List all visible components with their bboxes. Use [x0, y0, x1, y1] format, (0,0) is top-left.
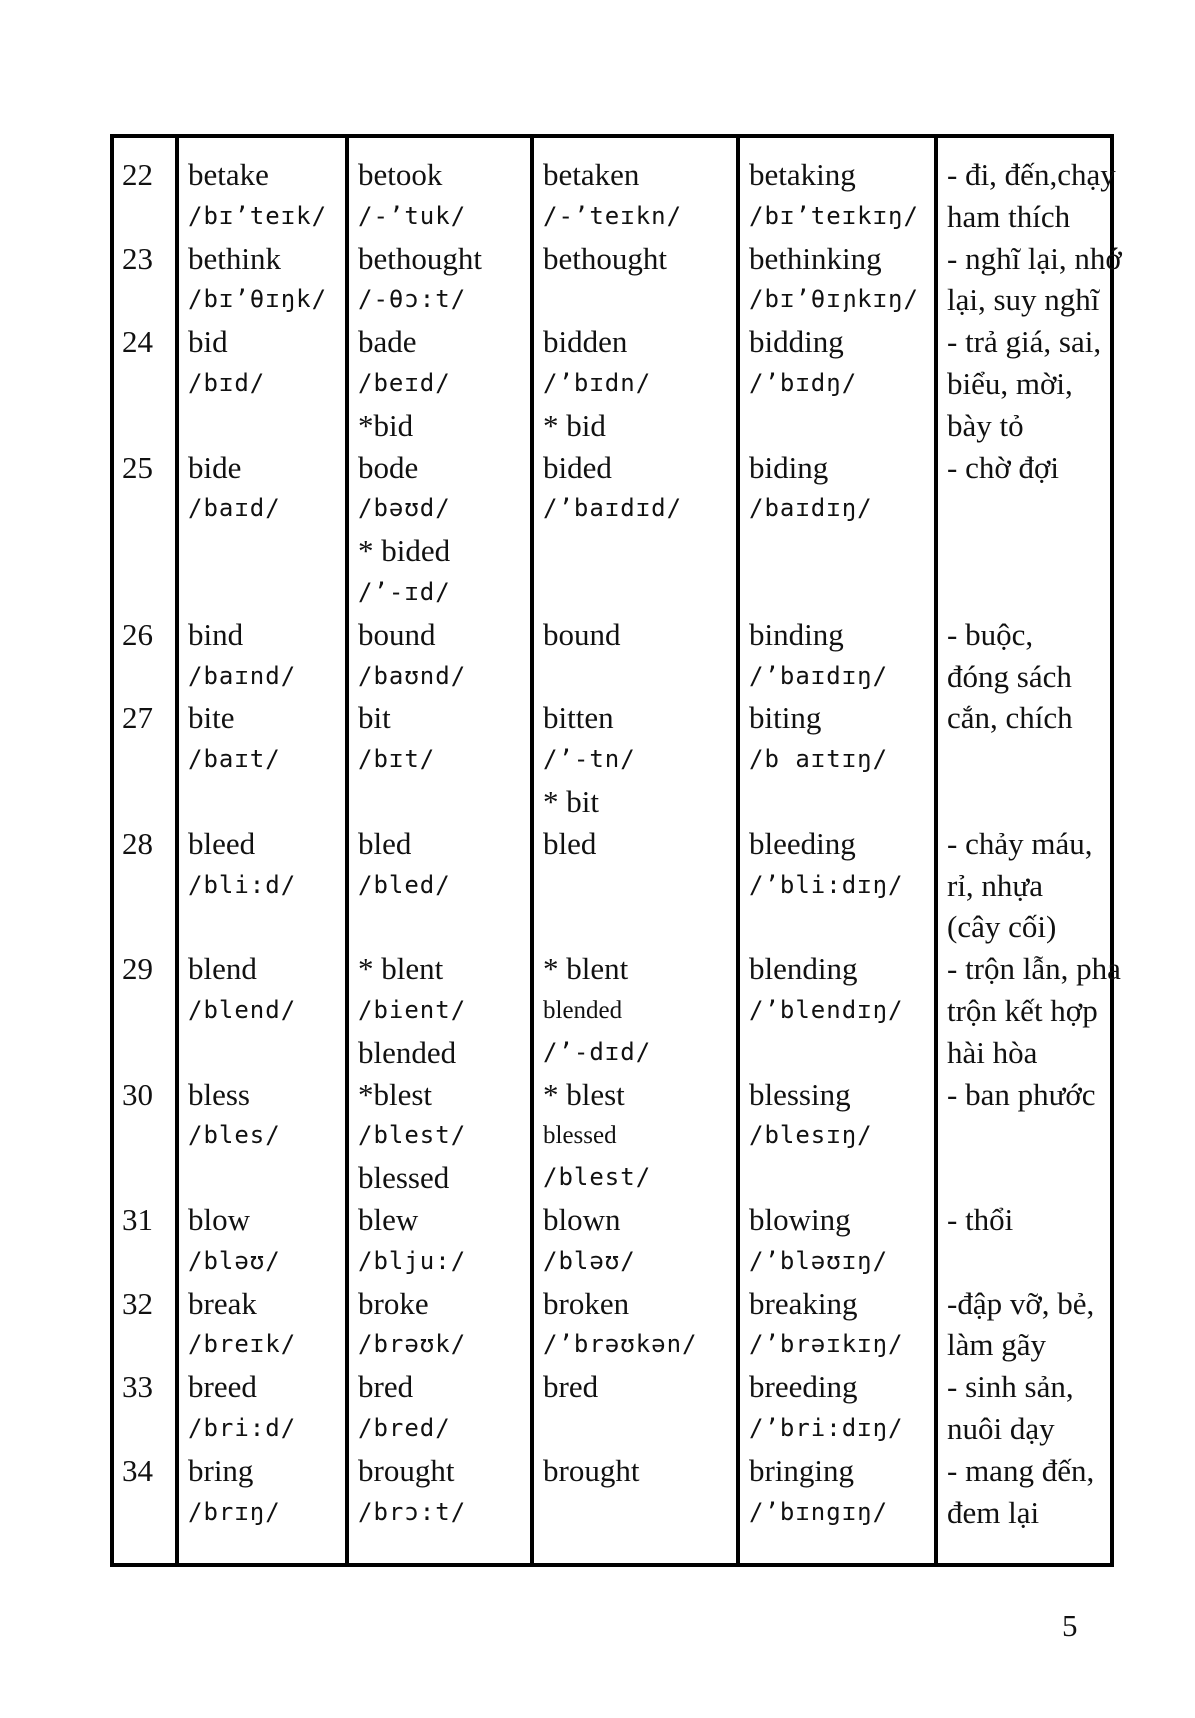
- meaning-text: đóng sách: [947, 658, 1072, 694]
- past-participle-cell: [532, 1283, 738, 1367]
- past-participle-text: bided: [543, 449, 612, 485]
- present-participle-cell: [738, 136, 936, 238]
- present-participle-cell: [738, 1199, 936, 1283]
- past-participle-cell: [532, 1366, 738, 1450]
- verb-number-cell: [112, 238, 177, 322]
- meaning-cell: [936, 1199, 1112, 1283]
- present-participle-text: betaking: [749, 157, 856, 192]
- verb-row: [112, 697, 1112, 822]
- past-simple-text: *blest: [358, 1076, 433, 1112]
- past-participle-phonetic: /’bɪdn/: [543, 368, 652, 397]
- past-participle-text: bled: [543, 825, 597, 861]
- present-participle-phonetic: /’bɪdŋ/: [749, 368, 858, 397]
- verb-row: [112, 238, 1112, 322]
- verb-number-cell: [112, 948, 177, 1073]
- present-participle-text: bleeding: [749, 825, 856, 861]
- present-participle-text: breaking: [749, 1285, 858, 1321]
- base-form-text: blow: [188, 1201, 250, 1237]
- present-participle-cell: [738, 1366, 936, 1450]
- base-form-cell: [177, 238, 347, 322]
- meaning-text: - đi, đến,chạy: [947, 157, 1116, 192]
- past-participle-cell: [532, 321, 738, 446]
- past-participle-phonetic: /’-dɪd/: [543, 1037, 652, 1066]
- verb-number: 31: [122, 1201, 153, 1237]
- base-form-cell: [177, 1283, 347, 1367]
- past-participle-text: betaken: [543, 157, 640, 192]
- past-simple-text: brought: [358, 1452, 455, 1488]
- present-participle-cell: [738, 614, 936, 698]
- past-simple-cell: [347, 948, 532, 1073]
- past-participle-phonetic: /’brəʊkən/: [543, 1330, 698, 1359]
- meaning-text: bày tỏ: [947, 407, 1024, 443]
- past-participle-text: * blent: [543, 951, 629, 987]
- meaning-cell: [936, 1366, 1112, 1450]
- past-simple-cell: [347, 823, 532, 948]
- past-participle-text: blended: [543, 996, 623, 1024]
- present-participle-phonetic: /bɪ’θɪɲkɪŋ/: [749, 285, 919, 314]
- past-simple-text: blended: [358, 1034, 457, 1070]
- meaning-cell: [936, 321, 1112, 446]
- past-simple-text: blew: [358, 1201, 419, 1237]
- past-participle-cell: [532, 238, 738, 322]
- base-form-text: bleed: [188, 825, 256, 861]
- past-simple-text: * blent: [358, 951, 444, 987]
- meaning-cell: [936, 1283, 1112, 1367]
- base-form-cell: [177, 447, 347, 614]
- past-participle-phonetic: /-’teɪkn/: [543, 201, 683, 230]
- verb-number-cell: [112, 1199, 177, 1283]
- past-participle-cell: [532, 136, 738, 238]
- meaning-text: ham thích: [947, 198, 1071, 234]
- base-form-text: bite: [188, 700, 235, 736]
- present-participle-phonetic: /’baɪdɪŋ/: [749, 661, 889, 690]
- verb-number: 26: [122, 616, 153, 652]
- base-form-phonetic: /bɪd/: [188, 368, 266, 397]
- past-simple-phonetic: /baʊnd/: [358, 661, 467, 690]
- past-simple-text: blessed: [358, 1160, 450, 1196]
- past-simple-cell: [347, 321, 532, 446]
- meaning-text: - mang đến,: [947, 1452, 1095, 1488]
- meaning-text: hài hòa: [947, 1034, 1038, 1070]
- verb-row: [112, 321, 1112, 446]
- meaning-text: biểu, mời,: [947, 365, 1073, 401]
- past-simple-text: bode: [358, 449, 419, 485]
- verb-row: [112, 948, 1112, 1073]
- verb-number: 34: [122, 1452, 153, 1488]
- present-participle-cell: [738, 238, 936, 322]
- past-simple-text: bit: [358, 700, 391, 736]
- present-participle-phonetic: /’bɪngɪŋ/: [749, 1497, 889, 1526]
- meaning-cell: [936, 948, 1121, 1073]
- base-form-text: bide: [188, 449, 242, 485]
- past-simple-cell: [347, 1074, 532, 1199]
- present-participle-cell: [738, 1283, 936, 1367]
- meaning-cell: [936, 447, 1112, 614]
- verb-number-cell: [112, 1450, 177, 1566]
- verb-number: 25: [122, 449, 153, 485]
- base-form-text: bless: [188, 1076, 250, 1112]
- meaning-cell: [936, 1450, 1112, 1566]
- past-simple-phonetic: /bled/: [358, 870, 451, 899]
- base-form-cell: [177, 136, 347, 238]
- base-form-phonetic: /baɪd/: [188, 494, 281, 523]
- base-form-text: breed: [188, 1369, 257, 1405]
- verb-row: [112, 1450, 1112, 1566]
- past-simple-text: bethought: [358, 240, 482, 276]
- past-simple-phonetic: /bient/: [358, 995, 467, 1024]
- base-form-phonetic: /baɪnd/: [188, 661, 297, 690]
- verb-number: 32: [122, 1285, 153, 1321]
- past-participle-cell: [532, 614, 738, 698]
- verb-number: 30: [122, 1076, 153, 1112]
- base-form-text: break: [188, 1285, 257, 1321]
- meaning-text: làm gãy: [947, 1327, 1046, 1363]
- present-participle-text: bringing: [749, 1452, 855, 1488]
- verb-row: [112, 1366, 1112, 1450]
- verb-number: 23: [122, 240, 153, 276]
- past-participle-text: bound: [543, 616, 621, 652]
- meaning-text: - ban phước: [947, 1076, 1096, 1112]
- present-participle-phonetic: /’bri:dɪŋ/: [749, 1413, 904, 1442]
- present-participle-text: binding: [749, 616, 844, 652]
- present-participle-text: bethinking: [749, 240, 882, 276]
- past-simple-cell: [347, 1283, 532, 1367]
- base-form-phonetic: /bɪ’teɪk/: [188, 201, 328, 230]
- past-simple-phonetic: /blju:/: [358, 1246, 467, 1275]
- base-form-cell: [177, 823, 347, 948]
- base-form-phonetic: /baɪt/: [188, 745, 281, 774]
- present-participle-cell: [738, 697, 936, 822]
- past-participle-text: brought: [543, 1452, 640, 1488]
- past-participle-phonetic: /’-tn/: [543, 745, 636, 774]
- base-form-cell: [177, 321, 347, 446]
- past-simple-phonetic: /-’tuk/: [358, 201, 467, 230]
- base-form-cell: [177, 1366, 347, 1450]
- verb-number: 29: [122, 951, 153, 987]
- base-form-phonetic: /bles/: [188, 1121, 281, 1150]
- past-participle-text: broken: [543, 1285, 630, 1321]
- past-participle-cell: [532, 948, 738, 1073]
- present-participle-text: biting: [749, 700, 822, 736]
- present-participle-text: breeding: [749, 1369, 858, 1405]
- meaning-text: - sinh sản,: [947, 1369, 1074, 1405]
- base-form-text: betake: [188, 157, 269, 192]
- past-participle-text: bitten: [543, 700, 614, 736]
- meaning-text: - chờ đợi: [947, 449, 1059, 485]
- meaning-cell: [936, 1074, 1112, 1199]
- past-simple-phonetic: /bəʊd/: [358, 494, 451, 523]
- verb-number: 33: [122, 1369, 153, 1405]
- base-form-text: blend: [188, 951, 257, 987]
- present-participle-text: biding: [749, 449, 829, 485]
- verb-row: [112, 1199, 1112, 1283]
- past-simple-cell: [347, 136, 532, 238]
- past-participle-phonetic: /bləʊ/: [543, 1246, 636, 1275]
- page-number: 5: [1062, 1608, 1078, 1643]
- present-participle-cell: [738, 321, 936, 446]
- verb-number: 24: [122, 324, 153, 360]
- past-simple-text: bade: [358, 324, 417, 360]
- present-participle-text: blowing: [749, 1201, 851, 1237]
- past-simple-phonetic: /blest/: [358, 1121, 467, 1150]
- past-simple-text: betook: [358, 157, 443, 192]
- base-form-phonetic: /bli:d/: [188, 870, 297, 899]
- past-simple-phonetic: /brɔ:t/: [358, 1497, 467, 1526]
- past-participle-phonetic: /’baɪdɪd/: [543, 494, 683, 523]
- past-simple-cell: [347, 238, 532, 322]
- past-simple-phonetic: /bɪt/: [358, 745, 436, 774]
- base-form-phonetic: /blend/: [188, 995, 297, 1024]
- meaning-cell: [936, 238, 1122, 322]
- past-simple-phonetic: /bred/: [358, 1413, 451, 1442]
- meaning-text: - trộn lẫn, pha: [947, 951, 1121, 987]
- verb-number: 22: [122, 157, 153, 192]
- verb-number-cell: [112, 1074, 177, 1199]
- past-participle-cell: [532, 447, 738, 614]
- meaning-text: - trả giá, sai,: [947, 324, 1102, 360]
- base-form-phonetic: /brɪŋ/: [188, 1497, 281, 1526]
- present-participle-phonetic: /bɪ’teɪkɪŋ/: [749, 201, 919, 230]
- base-form-text: bind: [188, 616, 244, 652]
- past-simple-cell: [347, 1199, 532, 1283]
- past-participle-text: blown: [543, 1201, 621, 1237]
- meaning-text: (cây cối): [947, 909, 1057, 945]
- present-participle-phonetic: /’blendɪŋ/: [749, 995, 904, 1024]
- verb-number: 27: [122, 700, 153, 736]
- base-form-cell: [177, 1199, 347, 1283]
- past-simple-phonetic: /beɪd/: [358, 368, 451, 397]
- base-form-phonetic: /bləʊ/: [188, 1246, 281, 1275]
- past-participle-cell: [532, 823, 738, 948]
- past-participle-text: blessed: [543, 1122, 617, 1150]
- past-participle-text: bred: [543, 1369, 599, 1405]
- past-simple-text: *bid: [358, 407, 414, 443]
- base-form-cell: [177, 697, 347, 822]
- base-form-phonetic: /bɪ’θɪŋk/: [188, 285, 328, 314]
- verb-number-cell: [112, 136, 177, 238]
- verb-number-cell: [112, 1283, 177, 1367]
- past-simple-text: bred: [358, 1369, 414, 1405]
- present-participle-cell: [738, 447, 936, 614]
- past-participle-cell: [532, 1199, 738, 1283]
- verb-row: [112, 614, 1112, 698]
- present-participle-phonetic: /b aɪtɪŋ/: [749, 745, 889, 774]
- verb-row: [112, 1074, 1112, 1199]
- present-participle-text: blessing: [749, 1076, 851, 1112]
- meaning-text: - chảy máu,: [947, 825, 1093, 861]
- past-participle-cell: [532, 697, 738, 822]
- verb-number-cell: [112, 447, 177, 614]
- past-participle-text: bidden: [543, 324, 628, 360]
- base-form-text: bethink: [188, 240, 281, 276]
- present-participle-phonetic: /’bləʊɪŋ/: [749, 1246, 889, 1275]
- verb-row: [112, 823, 1112, 948]
- present-participle-cell: [738, 948, 936, 1073]
- meaning-text: trộn kết hợp: [947, 992, 1098, 1028]
- present-participle-cell: [738, 1450, 936, 1566]
- present-participle-phonetic: /’brəɪkɪŋ/: [749, 1330, 904, 1359]
- base-form-phonetic: /bri:d/: [188, 1413, 297, 1442]
- past-simple-text: bled: [358, 825, 412, 861]
- meaning-text: -đập vỡ, bẻ,: [947, 1285, 1095, 1321]
- present-participle-cell: [738, 1074, 936, 1199]
- meaning-text: đem lại: [947, 1494, 1040, 1530]
- past-simple-cell: [347, 697, 532, 822]
- base-form-text: bid: [188, 324, 228, 360]
- past-simple-text: broke: [358, 1285, 429, 1321]
- meaning-text: cắn, chích: [947, 700, 1073, 736]
- present-participle-phonetic: /baɪdɪŋ/: [749, 494, 873, 523]
- verb-row: [112, 1283, 1112, 1367]
- present-participle-text: bidding: [749, 324, 844, 360]
- past-simple-phonetic: /’-ɪd/: [358, 577, 451, 606]
- verb-number: 28: [122, 825, 153, 861]
- base-form-cell: [177, 614, 347, 698]
- meaning-cell: [936, 614, 1112, 698]
- base-form-cell: [177, 948, 347, 1073]
- verb-number-cell: [112, 697, 177, 822]
- past-participle-text: * bid: [543, 407, 606, 443]
- verb-number-cell: [112, 823, 177, 948]
- past-simple-cell: [347, 447, 532, 614]
- verb-number-cell: [112, 1366, 177, 1450]
- meaning-text: - thổi: [947, 1201, 1014, 1237]
- past-participle-phonetic: /blest/: [543, 1163, 652, 1192]
- meaning-text: - nghĩ lại, nhớ: [947, 240, 1122, 276]
- present-participle-text: blending: [749, 951, 858, 987]
- base-form-cell: [177, 1074, 347, 1199]
- meaning-text: nuôi dạy: [947, 1410, 1055, 1446]
- meaning-cell: [936, 136, 1116, 238]
- verb-number-cell: [112, 614, 177, 698]
- past-participle-cell: [532, 1074, 738, 1199]
- meaning-text: - buộc,: [947, 616, 1034, 652]
- meaning-cell: [936, 823, 1112, 948]
- past-simple-phonetic: /-θɔ:t/: [358, 285, 467, 314]
- past-simple-cell: [347, 614, 532, 698]
- verb-row: [112, 447, 1112, 614]
- past-simple-text: * bided: [358, 533, 451, 569]
- past-simple-cell: [347, 1450, 532, 1566]
- meaning-cell: [936, 697, 1112, 822]
- past-participle-text: bethought: [543, 240, 667, 276]
- past-participle-text: * blest: [543, 1076, 625, 1112]
- irregular-verb-table: [110, 134, 1122, 1567]
- base-form-text: bring: [188, 1452, 254, 1488]
- base-form-cell: [177, 1450, 347, 1566]
- present-participle-phonetic: /’bli:dɪŋ/: [749, 870, 904, 899]
- past-participle-cell: [532, 1450, 738, 1566]
- meaning-text: rỉ, nhựa: [947, 867, 1043, 903]
- past-simple-text: bound: [358, 616, 436, 652]
- base-form-phonetic: /breɪk/: [188, 1330, 297, 1359]
- past-participle-text: * bit: [543, 783, 599, 819]
- past-simple-cell: [347, 1366, 532, 1450]
- meaning-text: lại, suy nghĩ: [947, 282, 1100, 318]
- past-simple-phonetic: /brəʊk/: [358, 1330, 467, 1359]
- verb-number-cell: [112, 321, 177, 446]
- present-participle-phonetic: /blesɪŋ/: [749, 1121, 873, 1150]
- verb-row: [112, 136, 1112, 238]
- present-participle-cell: [738, 823, 936, 948]
